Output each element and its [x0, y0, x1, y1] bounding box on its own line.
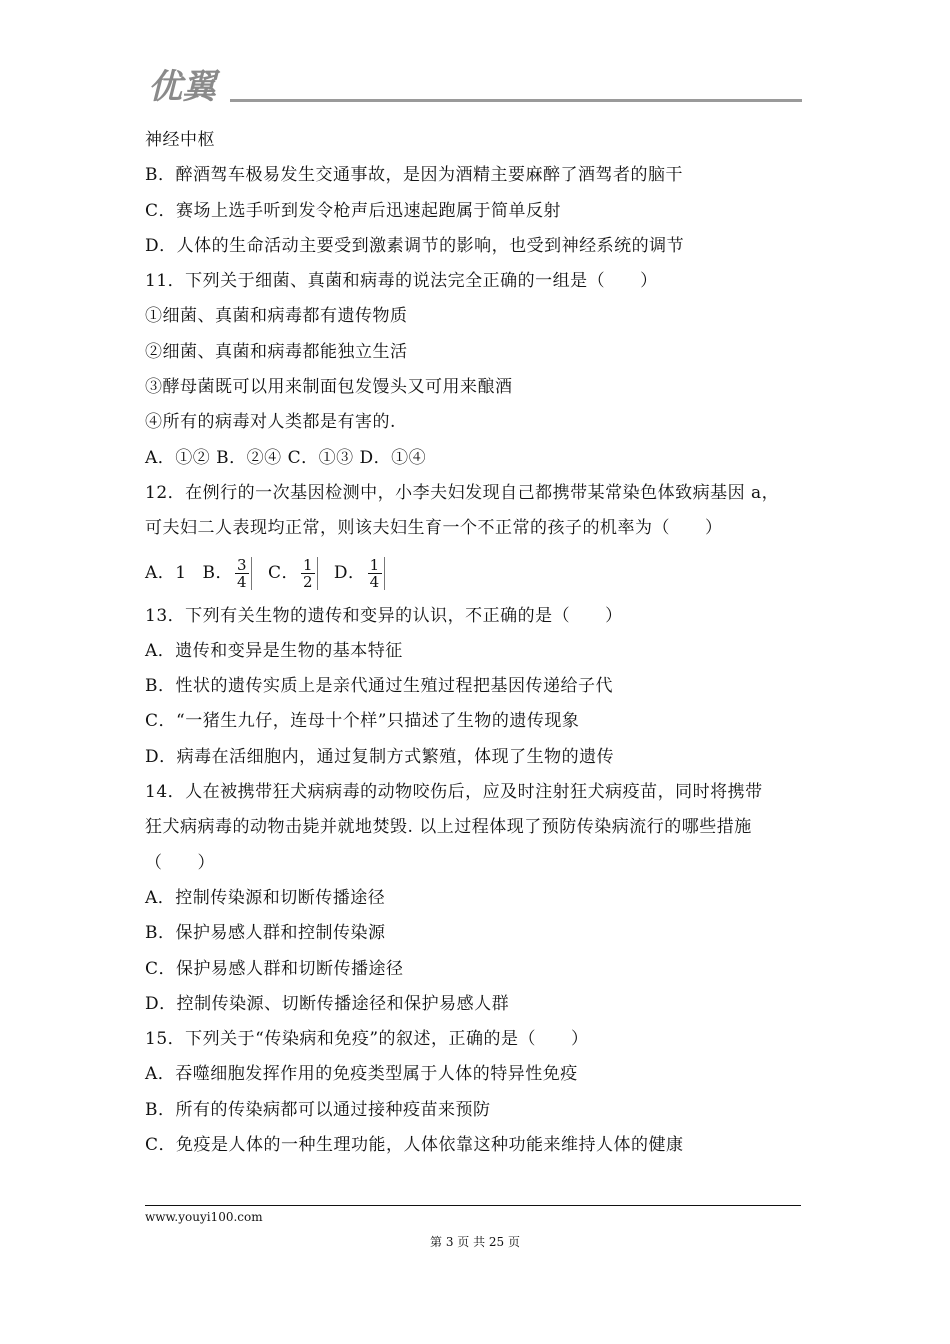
q12-option-d: D．: [333, 562, 366, 583]
q15-stem: 15．下列关于“传染病和免疫”的叙述，正确的是（ ）: [145, 1029, 589, 1050]
q13-option-b: B．性状的遗传实质上是亲代通过生殖过程把基因传递给子代: [145, 676, 613, 697]
q14-option-b: B．保护易感人群和控制传染源: [145, 923, 386, 944]
q11-statement-4: ④所有的病毒对人类都是有害的.: [145, 412, 396, 433]
q14-stem-line2: 狂犬病病毒的动物击毙并就地焚毁. 以上过程体现了预防传染病流行的哪些措施: [145, 817, 752, 838]
q10-option-d: D．人体的生命活动主要受到激素调节的影响，也受到神经系统的调节: [145, 235, 685, 256]
q12-stem-line2: 可夫妇二人表现均正常，则该夫妇生育一个不正常的孩子的机率为（ ）: [145, 518, 723, 539]
q15-option-b: B．所有的传染病都可以通过接种疫苗来预防: [145, 1099, 491, 1120]
q14-stem-line3: （ ）: [145, 852, 215, 873]
q12-option-a: A．1: [145, 562, 187, 583]
q11-statement-2: ②细菌、真菌和病毒都能独立生活: [145, 341, 408, 362]
q13-option-a: A．遗传和变异是生物的基本特征: [145, 640, 403, 661]
q15-option-a: A．吞噬细胞发挥作用的免疫类型属于人体的特异性免疫: [145, 1064, 578, 1085]
fraction-d: $\frac{1}{4}$: [368, 557, 385, 590]
q14-option-d: D．控制传染源、切断传播途径和保护易感人群: [145, 993, 510, 1014]
q14-option-c: C．保护易感人群和切断传播途径: [145, 958, 404, 979]
page-number: 第 3 页 共 25 页: [430, 1235, 520, 1249]
q13-option-d: D．病毒在活细胞内，通过复制方式繁殖，体现了生物的遗传: [145, 746, 615, 767]
logo-text: 优翼: [148, 67, 216, 106]
q13-stem: 13．下列有关生物的遗传和变异的认识，不正确的是（ ）: [145, 605, 623, 626]
q12-stem-line1: 12．在例行的一次基因检测中，小李夫妇发现自己都携带某常染色体致病基因 a，: [145, 482, 780, 503]
fraction-c: $\frac{1}{2}$: [301, 557, 318, 590]
q12-option-c: C．: [267, 562, 299, 583]
q11-stem: 11．下列关于细菌、真菌和病毒的说法完全正确的一组是（ ）: [145, 271, 658, 292]
header-rule: [230, 99, 802, 102]
q12-options: [145, 547, 825, 599]
q14-stem-line1: 14．人在被携带狂犬病病毒的动物咬伤后，应及时注射狂犬病疫苗，同时将携带: [145, 782, 763, 803]
q13-option-c: C．“一猪生九仔，连母十个样”只描述了生物的遗传现象: [145, 711, 580, 732]
q15-option-c: C．免疫是人体的一种生理功能，人体依靠这种功能来维持人体的健康: [145, 1135, 684, 1156]
q11-statement-1: ①细菌、真菌和病毒都有遗传物质: [145, 306, 408, 327]
q10-option-b: B．醉酒驾车极易发生交通事故，是因为酒精主要麻醉了酒驾者的脑干: [145, 165, 683, 186]
fraction-b: $\frac{3}{4}$: [235, 557, 252, 590]
q10-option-c: C．赛场上选手听到发令枪声后迅速起跑属于简单反射: [145, 200, 562, 221]
footer-rule: [145, 1205, 801, 1206]
q11-statement-3: ③酵母菌既可以用来制面包发馒头又可用来酿酒: [145, 377, 513, 398]
q14-option-a: A．控制传染源和切断传播途径: [145, 887, 386, 908]
q11-options: A．①② B．②④ C．①③ D．①④: [145, 447, 427, 468]
q12-option-b: B．: [202, 562, 233, 583]
document-body: [145, 123, 825, 1163]
text-line: 神经中枢: [145, 130, 215, 150]
footer-url: www.youyi100.com: [145, 1210, 263, 1224]
